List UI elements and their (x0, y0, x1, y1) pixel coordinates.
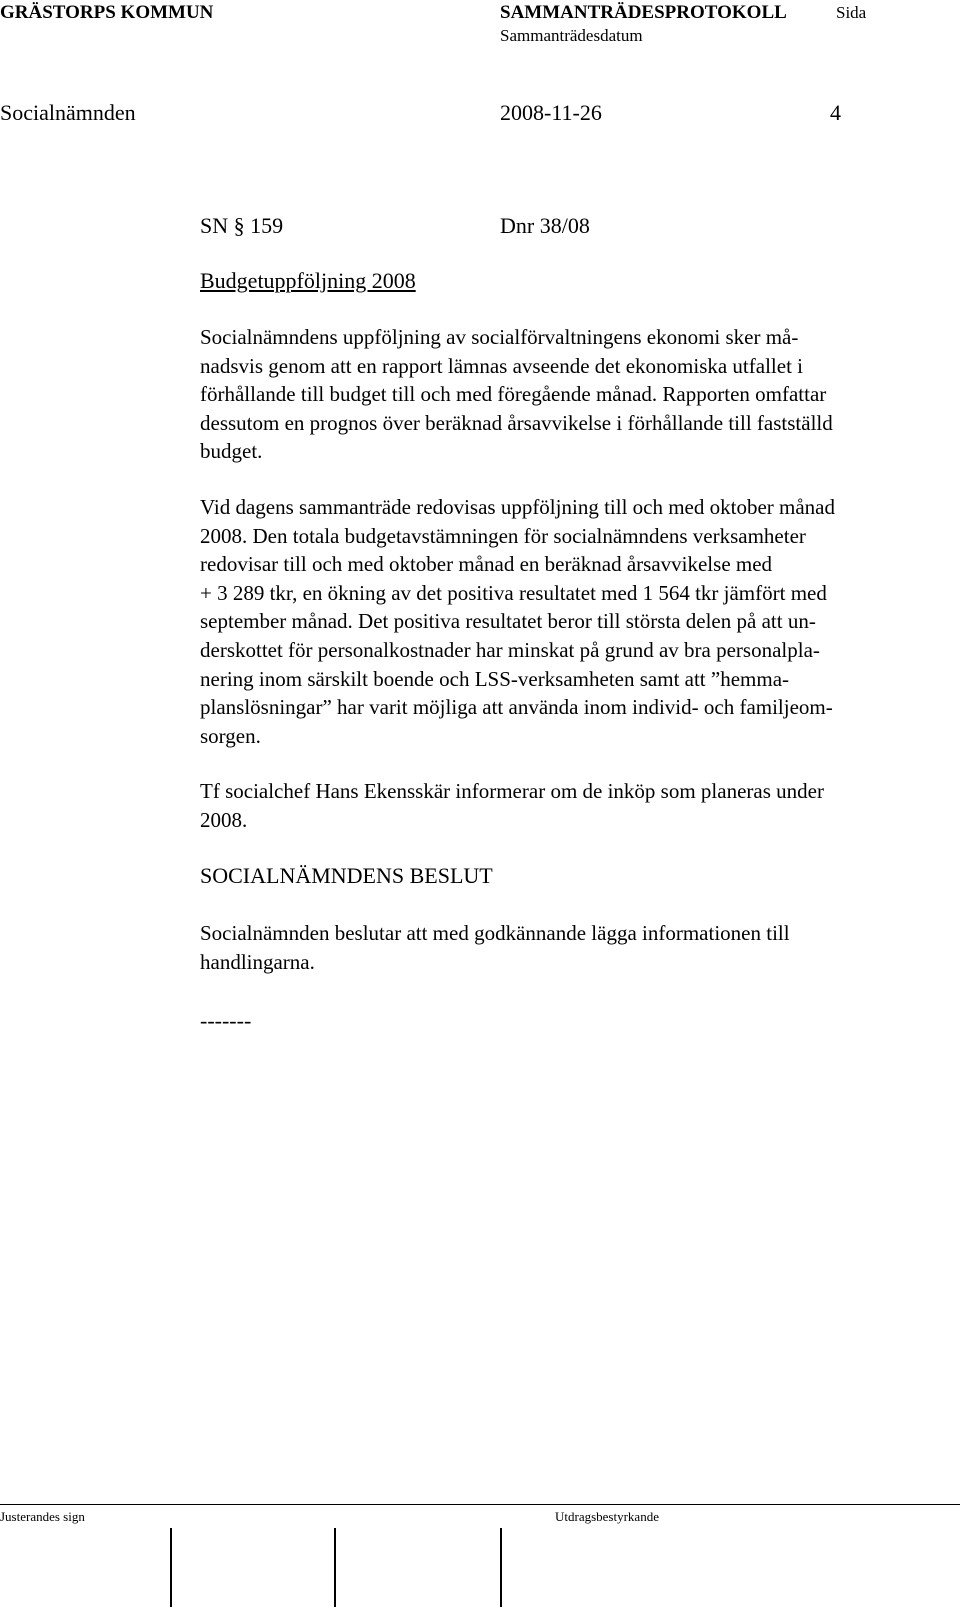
signature-label: Justerandes sign (0, 1509, 85, 1524)
paragraph-background (200, 323, 940, 466)
item-title: Budgetuppföljning 2008 (200, 268, 416, 293)
footer-divider (0, 1504, 960, 1505)
signature-box-divider (334, 1528, 336, 1607)
text-line: budget. (200, 439, 263, 464)
certification-label: Utdragsbestyrkande (555, 1509, 659, 1524)
diary-number: Dnr 38/08 (500, 213, 590, 238)
text-line: Socialnämnden beslutar att med godkännande lägga informationen till (200, 921, 790, 945)
decision-heading: SOCIALNÄMNDENS BESLUT (200, 863, 493, 888)
document-type: SAMMANTRÄDESPROTOKOLL (500, 2, 787, 23)
paragraph-information (200, 777, 940, 834)
signature-box-divider (500, 1528, 502, 1607)
municipality-name: GRÄSTORPS KOMMUN (0, 2, 214, 23)
page-number: 4 (830, 100, 841, 125)
decision-text (200, 919, 940, 976)
meeting-date: 2008-11-26 (500, 100, 602, 125)
text-line: sorgen. (200, 723, 261, 748)
text-line: + 3 289 tkr, en ökning av det positiva resultatet med 1 564 tkr jämfört med (200, 580, 827, 605)
signature-box-divider (170, 1528, 172, 1607)
text-line: 2008. Den totala budgetavstämningen för socialnämndens verksamheter (200, 523, 806, 548)
date-label: Sammanträdesdatum (500, 26, 643, 45)
text-line: dessutom en prognos över beräknad årsavvikelse i förhållande till fastställd (200, 410, 833, 435)
text-line: redovisar till och med oktober månad en beräknad årsavvikelse med (200, 552, 773, 577)
text-line: derskottet för personalkostnader har minskat på grund av bra personalpla- (200, 637, 820, 662)
item-number: SN § 159 (200, 213, 284, 238)
paragraph-report (200, 493, 940, 750)
text-line: förhållande till budget till och med föregående månad. Rapporten omfattar (200, 382, 827, 407)
text-line: 2008. (200, 807, 248, 832)
end-marker: ------- (200, 1008, 252, 1033)
text-line: september månad. Det positiva resultatet beror till största delen på att un- (200, 609, 816, 634)
page-label: Sida (836, 3, 867, 22)
text-line: Socialnämndens uppföljning av socialförvaltningens ekonomi sker må- (200, 325, 799, 349)
text-line: Tf socialchef Hans Ekensskär informerar om de inköp som planeras under (200, 779, 824, 803)
text-line: Vid dagens sammanträde redovisas uppföljning till och med oktober månad (200, 495, 836, 519)
text-line: planslösningar” har varit möjliga att använda inom individ- och familjeom- (200, 695, 833, 720)
text-line: handlingarna. (200, 949, 315, 974)
text-line: nering inom särskilt boende och LSS-verksamheten samt att ”hemma- (200, 666, 790, 691)
committee-name: Socialnämnden (0, 100, 136, 125)
text-line: nadsvis genom att en rapport lämnas avseende det ekonomiska utfallet i (200, 353, 803, 378)
